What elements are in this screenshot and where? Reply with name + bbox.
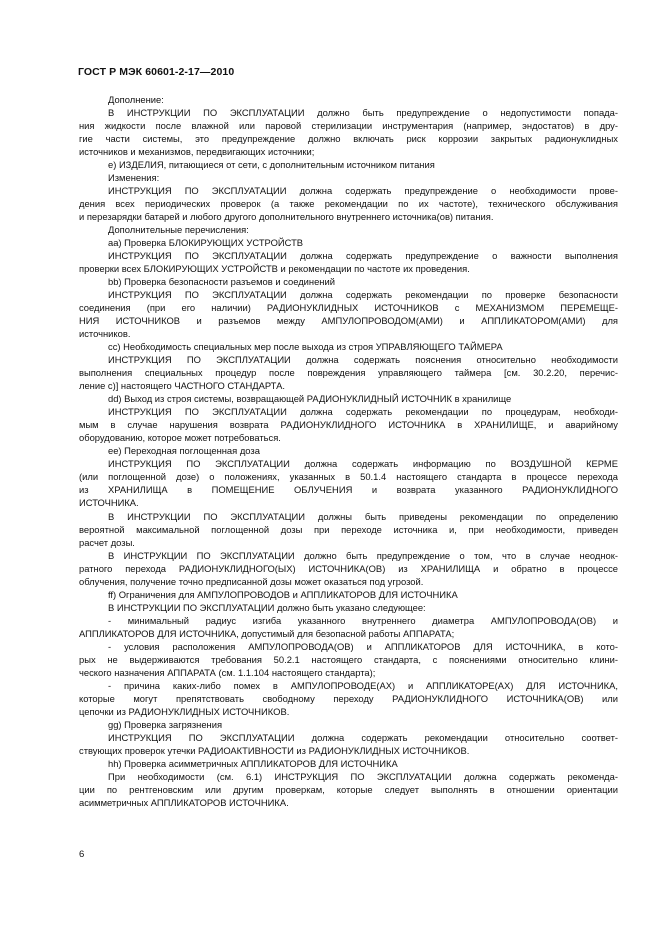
text-line: из ХРАНИЛИЩА в ПОМЕЩЕНИЕ ОБЛУЧЕНИЯ и возврата указанного РАДИОНУКЛИДНОГО <box>79 484 618 496</box>
text-line: АППЛИКАТОРОВ ДЛЯ ИСТОЧНИКА, допустимый для безопасной работы АППАРАТА; <box>79 627 455 639</box>
text-line: мым в случае нарушения возврата РАДИОНУКЛИДНОГО ИСТОЧНИКА в ХРАНИЛИЩЕ, и аварийному <box>79 419 618 431</box>
text-line: ее) Переходная поглощенная доза <box>108 445 260 457</box>
text-line: Дополнительные перечисления: <box>108 224 249 236</box>
text-line: и перезарядки батарей и любого другого дополнительного внутреннего источника(ов) питания. <box>79 211 494 223</box>
document-body <box>79 93 618 809</box>
text-line: ление с)] настоящего ЧАСТНОГО СТАНДАРТА. <box>79 380 285 392</box>
text-line: dd) Выход из строя системы, возвращающей РАДИОНУКЛИДНЫЙ ИСТОЧНИК в хранилище <box>108 393 512 405</box>
text-line: аа) Проверка БЛОКИРУЮЩИХ УСТРОЙСТВ <box>108 237 304 249</box>
text-line: В ИНСТРУКЦИИ ПО ЭКСПЛУАТАЦИИ должны быть приведены рекомендации по определению <box>108 510 618 522</box>
text-line: ствующих проверок утечки РАДИОАКТИВНОСТИ из РАДИОНУКЛИДНЫХ ИСТОЧНИКОВ. <box>79 744 470 756</box>
text-line: ния жидкости после влажной или паровой стерилизации инструментария (например, эндостатов) в дру- <box>79 120 618 132</box>
text-line: соединения (при его наличии) РАДИОНУКЛИДНЫХ ИСТОЧНИКОВ с МЕХАНИЗМОМ ПЕРЕМЕЩЕ- <box>79 302 618 314</box>
text-line: ИНСТРУКЦИЯ ПО ЭКСПЛУАТАЦИИ должна содержать рекомендации по процедурам, необходи- <box>108 406 618 418</box>
text-line: bb) Проверка безопасности разъемов и соединений <box>108 276 335 288</box>
text-line: ИНСТРУКЦИЯ ПО ЭКСПЛУАТАЦИИ должна содержать предупреждение о необходимости прове- <box>108 185 618 197</box>
text-line: облучения, получение точно предписанной дозы может оказаться под угрозой. <box>79 575 424 587</box>
text-line: ческого назначения АППАРАТА (см. 1.1.104 настоящего стандарта); <box>79 666 376 678</box>
text-line: В ИНСТРУКЦИИ ПО ЭКСПЛУАТАЦИИ должно быть предупреждение о том, что в случае неоднок- <box>108 549 618 561</box>
text-line: ИСТОЧНИКА. <box>79 497 139 509</box>
text-line: ИНСТРУКЦИЯ ПО ЭКСПЛУАТАЦИИ должна содержать пояснения относительно необходимости <box>108 354 618 366</box>
text-line: ff) Ограничения для АМПУЛОПРОВОДОВ и АППЛИКАТОРОВ ДЛЯ ИСТОЧНИКА <box>108 588 458 600</box>
text-line: - причина каких-либо помех в АМПУЛОПРОВОДЕ(АХ) и АППЛИКАТОРЕ(АХ) ДЛЯ ИСТОЧНИКА, <box>108 679 618 691</box>
text-line: Изменения: <box>108 172 160 184</box>
text-line: ИНСТРУКЦИЯ ПО ЭКСПЛУАТАЦИИ должна содержать информацию по ВОЗДУШНОЙ КЕРМЕ <box>108 458 618 470</box>
text-line: гие части системы, это предупреждение должно включать риск коррозии закрытых радионуклидных <box>79 133 618 145</box>
text-line: сс) Необходимость специальных мер после выхода из строя УПРАВЛЯЮЩЕГО ТАЙМЕРА <box>108 341 503 353</box>
text-line: вероятной максимальной поглощенной дозы при переходе источника и, при необходимости, приведен <box>79 523 618 535</box>
text-line: источников. <box>79 328 131 340</box>
text-line: В ИНСТРУКЦИИ ПО ЭКСПЛУАТАЦИИ должно быть указано следующее: <box>108 601 426 613</box>
text-line: В ИНСТРУКЦИИ ПО ЭКСПЛУАТАЦИИ должно быть предупреждение о недопустимости попада- <box>108 107 618 119</box>
text-line: НИЯ ИСТОЧНИКОВ и разъемов между АМПУЛОПРОВОДОМ(АМИ) и АППЛИКАТОРОМ(АМИ) для <box>79 315 618 327</box>
text-line: расчет дозы. <box>79 536 135 548</box>
text-line: ИНСТРУКЦИЯ ПО ЭКСПЛУАТАЦИИ должна содержать рекомендации относительно соответ- <box>108 731 618 743</box>
text-line: дения всех периодических проверок (а также рекомендации по их частоте), технического обслуживания <box>79 198 618 210</box>
text-line: которые могут препятствовать свободному переходу РАДИОНУКЛИДНОГО ИСТОЧНИКА(ОВ) или <box>79 692 618 704</box>
text-line: е) ИЗДЕЛИЯ, питающиеся от сети, с дополнительным источником питания <box>108 159 435 171</box>
text-line: оборудованию, которое может потребоваться. <box>79 432 281 444</box>
text-line: ИНСТРУКЦИЯ ПО ЭКСПЛУАТАЦИИ должна содержать рекомендации по проверке безопасности <box>108 289 618 301</box>
text-line: ции по рентгеновским или другим проверкам, которые следует выполнять в отношении ориентации <box>79 783 618 795</box>
text-line: hh) Проверка асимметричных АППЛИКАТОРОВ ДЛЯ ИСТОЧНИКА <box>108 757 398 769</box>
text-line: Дополнение: <box>108 94 164 105</box>
text-line: - условия расположения АМПУЛОПРОВОДА(ОВ) и АППЛИКАТОРОВ ДЛЯ ИСТОЧНИКА, в кото- <box>108 640 618 652</box>
document-header: ГОСТ Р МЭК 60601-2-17—2010 <box>78 66 235 78</box>
text-line: рых не выдерживаются требования 50.2.1 настоящего стандарта, с пояснениями относительно клини- <box>79 653 618 665</box>
text-line: источников и механизмов, передвигающих источники; <box>79 146 315 158</box>
text-line: ратного перехода РАДИОНУКЛИДНОГО(ЫХ) ИСТОЧНИКА(ОВ) из ХРАНИЛИЩА и обратно в процессе <box>79 562 618 574</box>
text-line: (или поглощенной дозе) о положениях, указанных в 50.1.4 настоящего стандарта в процессе перехода <box>79 471 618 483</box>
text-line: ИНСТРУКЦИЯ ПО ЭКСПЛУАТАЦИИ должна содержать предупреждение о важности выполнения <box>108 250 618 262</box>
text-line: - минимальный радиус изгиба указанного внутреннего диаметра АМПУЛОПРОВОДА(ОВ) и <box>108 614 618 626</box>
text-line: асимметричных АППЛИКАТОРОВ ИСТОЧНИКА. <box>79 796 289 808</box>
text-line: цепочки из РАДИОНУКЛИДНЫХ ИСТОЧНИКОВ. <box>79 705 290 717</box>
text-line: проверки всех БЛОКИРУЮЩИХ УСТРОЙСТВ и рекомендации по частоте их проведения. <box>79 263 470 275</box>
text-line: выполнения специальных процедур после повреждения управляющего таймера [см. 30.2.20, перечис- <box>79 367 618 379</box>
text-line: При необходимости (см. 6.1) ИНСТРУКЦИЯ ПО ЭКСПЛУАТАЦИИ должна содержать рекоменда- <box>108 770 618 782</box>
page-number: 6 <box>79 849 85 860</box>
text-line: gg) Проверка загрязнения <box>108 718 223 730</box>
